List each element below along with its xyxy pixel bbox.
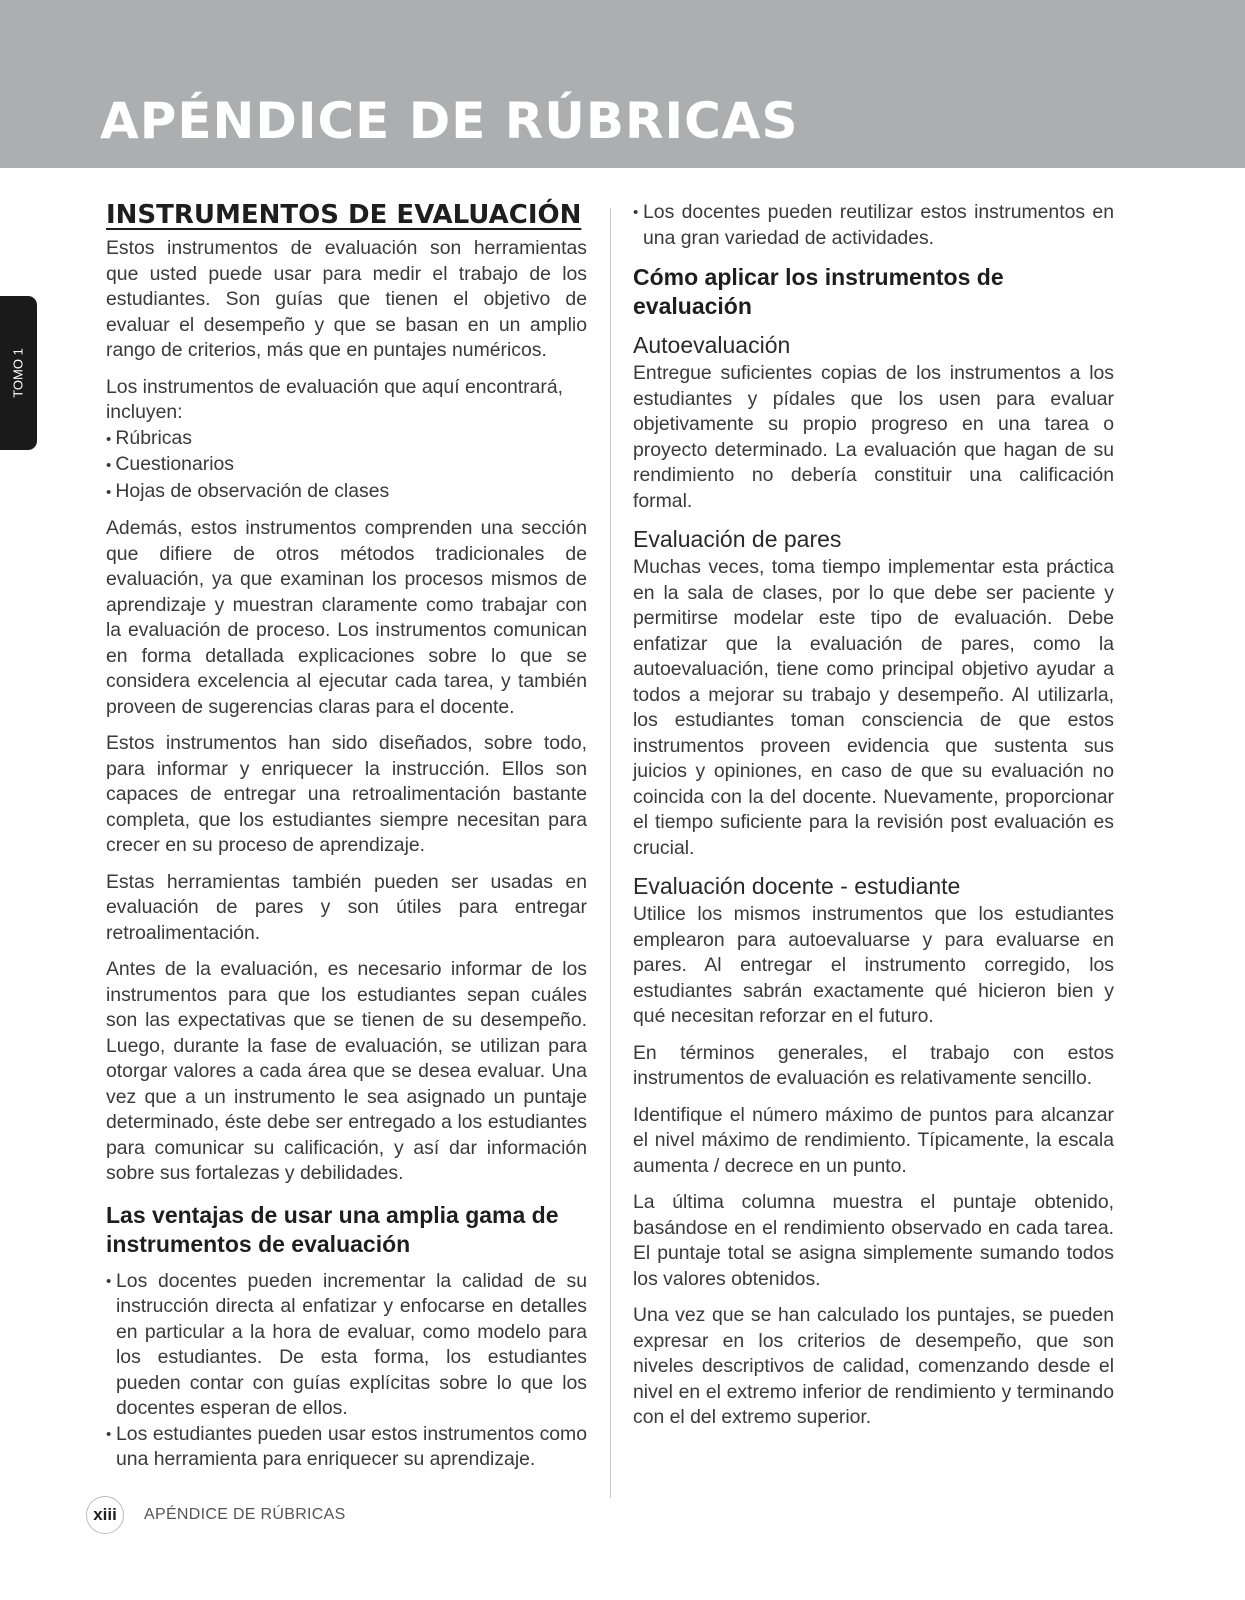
list-item: • Rúbricas: [106, 426, 587, 453]
column-divider: [610, 208, 611, 1498]
paragraph: Una vez que se han calculado los puntajes, se pueden expresar en los criterios de desempeño, que son niveles descriptivos de calidad, comenzando desde el nivel en el extremo inferior de rendimiento y terminando con el del extremo superior.: [633, 1304, 1114, 1428]
apply-heading: Cómo aplicar los instrumentos de evaluación: [633, 264, 1004, 319]
volume-label: TOMO 1: [10, 348, 26, 398]
paragraph: Utilice los mismos instrumentos que los estudiantes emplearon para autoevaluarse y para evaluarse en pares. Al entregar el instrumento corregido, los estudiantes sabrán exactamente qué hicieron bien y qué necesitan reforzar en el futuro.: [633, 903, 1114, 1027]
list-item: • Los estudiantes pueden usar estos instrumentos como una herramienta para enriquecer su aprendizaje.: [106, 1422, 587, 1473]
peer-assessment-heading: Evaluación de pares: [633, 526, 842, 552]
intro-paragraph: Estos instrumentos de evaluación son herramientas que usted puede usar para medir el trabajo de los estudiantes. Son guías que tienen el objetivo de evaluar el desempeño y que se basan en un amplio rango de criterios, más que en puntajes numéricos.: [106, 237, 587, 361]
list-item: • Los docentes pueden incrementar la calidad de su instrucción directa al enfatizar y enfocarse en detalles en particular a la hora de evaluar, como modelo para los estudiantes. De esta forma, los estudiantes pueden contar con guías explícitas sobre lo que los docentes esperan de ellos.: [106, 1269, 587, 1422]
advantages-list: [106, 1269, 587, 1473]
list-item: • Los docentes pueden reutilizar estos instrumentos en una gran variedad de actividades.: [633, 200, 1114, 251]
page-title: APÉNDICE DE RÚBRICAS: [100, 92, 799, 150]
footer-section-label: APÉNDICE DE RÚBRICAS: [144, 1506, 346, 1523]
volume-tab: [0, 296, 37, 450]
page-number: xiii: [86, 1496, 124, 1534]
advantages-heading: Las ventajas de usar una amplia gama de instrumentos de evaluación: [106, 1201, 559, 1257]
left-column: [106, 200, 587, 1483]
instruments-list: [106, 426, 587, 506]
paragraph: En términos generales, el trabajo con estos instrumentos de evaluación es relativamente sencillo.: [633, 1041, 1114, 1089]
paragraph: Antes de la evaluación, es necesario informar de los instrumentos para que los estudiantes sepan cuáles son las expectativas que se tienen de su desempeño. Luego, durante la fase de evaluación, se utilizan para otorgar valores a cada área que se desea evaluar. Una vez que a un instrumento le sea asignado un puntaje determinado, éste debe ser entregado a los estudiantes para comunicar su calificación, y así dar información sobre sus fortalezas y debilidades.: [106, 958, 587, 1184]
section-title: INSTRUMENTOS DE EVALUACIÓN: [106, 200, 582, 230]
list-item: • Hojas de observación de clases: [106, 479, 587, 506]
paragraph: La última columna muestra el puntaje obtenido, basándose en el rendimiento observado en cada tarea. El puntaje total se asigna simplemente sumando todos los valores obtenidos.: [633, 1191, 1114, 1290]
paragraph: Estos instrumentos han sido diseñados, sobre todo, para informar y enriquecer la instrucción. Ellos son capaces de entregar una retroalimentación bastante completa, que los estudiantes siempre necesitan para crecer en su proceso de aprendizaje.: [106, 732, 587, 856]
paragraph: Muchas veces, toma tiempo implementar esta práctica en la sala de clases, por lo que debe ser paciente y permitirse modelar este tipo de evaluación. Debe enfatizar que la evaluación de pares, como la autoevaluación, tiene como principal objetivo ayudar a todos a mejorar su trabajo y desempeño. Al utilizarla, los estudiantes toman consciencia de que estos instrumentos proveen evidencia que sustenta sus juicios y opiniones, en caso de que su evaluación no coincida con la del docente. Nuevamente, proporcionar el tiempo suficiente para la revisión post evaluación es crucial.: [633, 556, 1114, 859]
paragraph: Identifique el número máximo de puntos para alcanzar el nivel máximo de rendimiento. Típicamente, la escala aumenta / decrece en un punto.: [633, 1103, 1114, 1177]
right-column: [633, 200, 1114, 1442]
paragraph: Además, estos instrumentos comprenden una sección que difiere de otros métodos tradicionales de evaluación, ya que examinan los procesos mismos de aprendizaje y muestran claramente como trabajar con la evaluación de proceso. Los instrumentos comunican en forma detallada explicaciones sobre lo que se considera excelencia al ejecutar cada tarea, y también proveen de sugerencias claras para el docente.: [106, 517, 587, 718]
teacher-student-heading: Evaluación docente - estudiante: [633, 873, 961, 899]
list-item: • Cuestionarios: [106, 452, 587, 479]
header-banner: [0, 0, 1245, 168]
advantages-list-continued: [633, 200, 1114, 251]
self-assessment-heading: Autoevaluación: [633, 332, 791, 358]
paragraph: Entregue suficientes copias de los instrumentos a los estudiantes y pídales que los usen para evaluar objetivamente su propio progreso en una tarea o proyecto determinado. La evaluación que hagan de su rendimiento no debería constituir una calificación formal.: [633, 362, 1114, 512]
paragraph: Estas herramientas también pueden ser usadas en evaluación de pares y son útiles para entregar retroalimentación.: [106, 870, 587, 944]
instruments-intro: Los instrumentos de evaluación que aquí encontrará, incluyen:: [106, 375, 564, 423]
